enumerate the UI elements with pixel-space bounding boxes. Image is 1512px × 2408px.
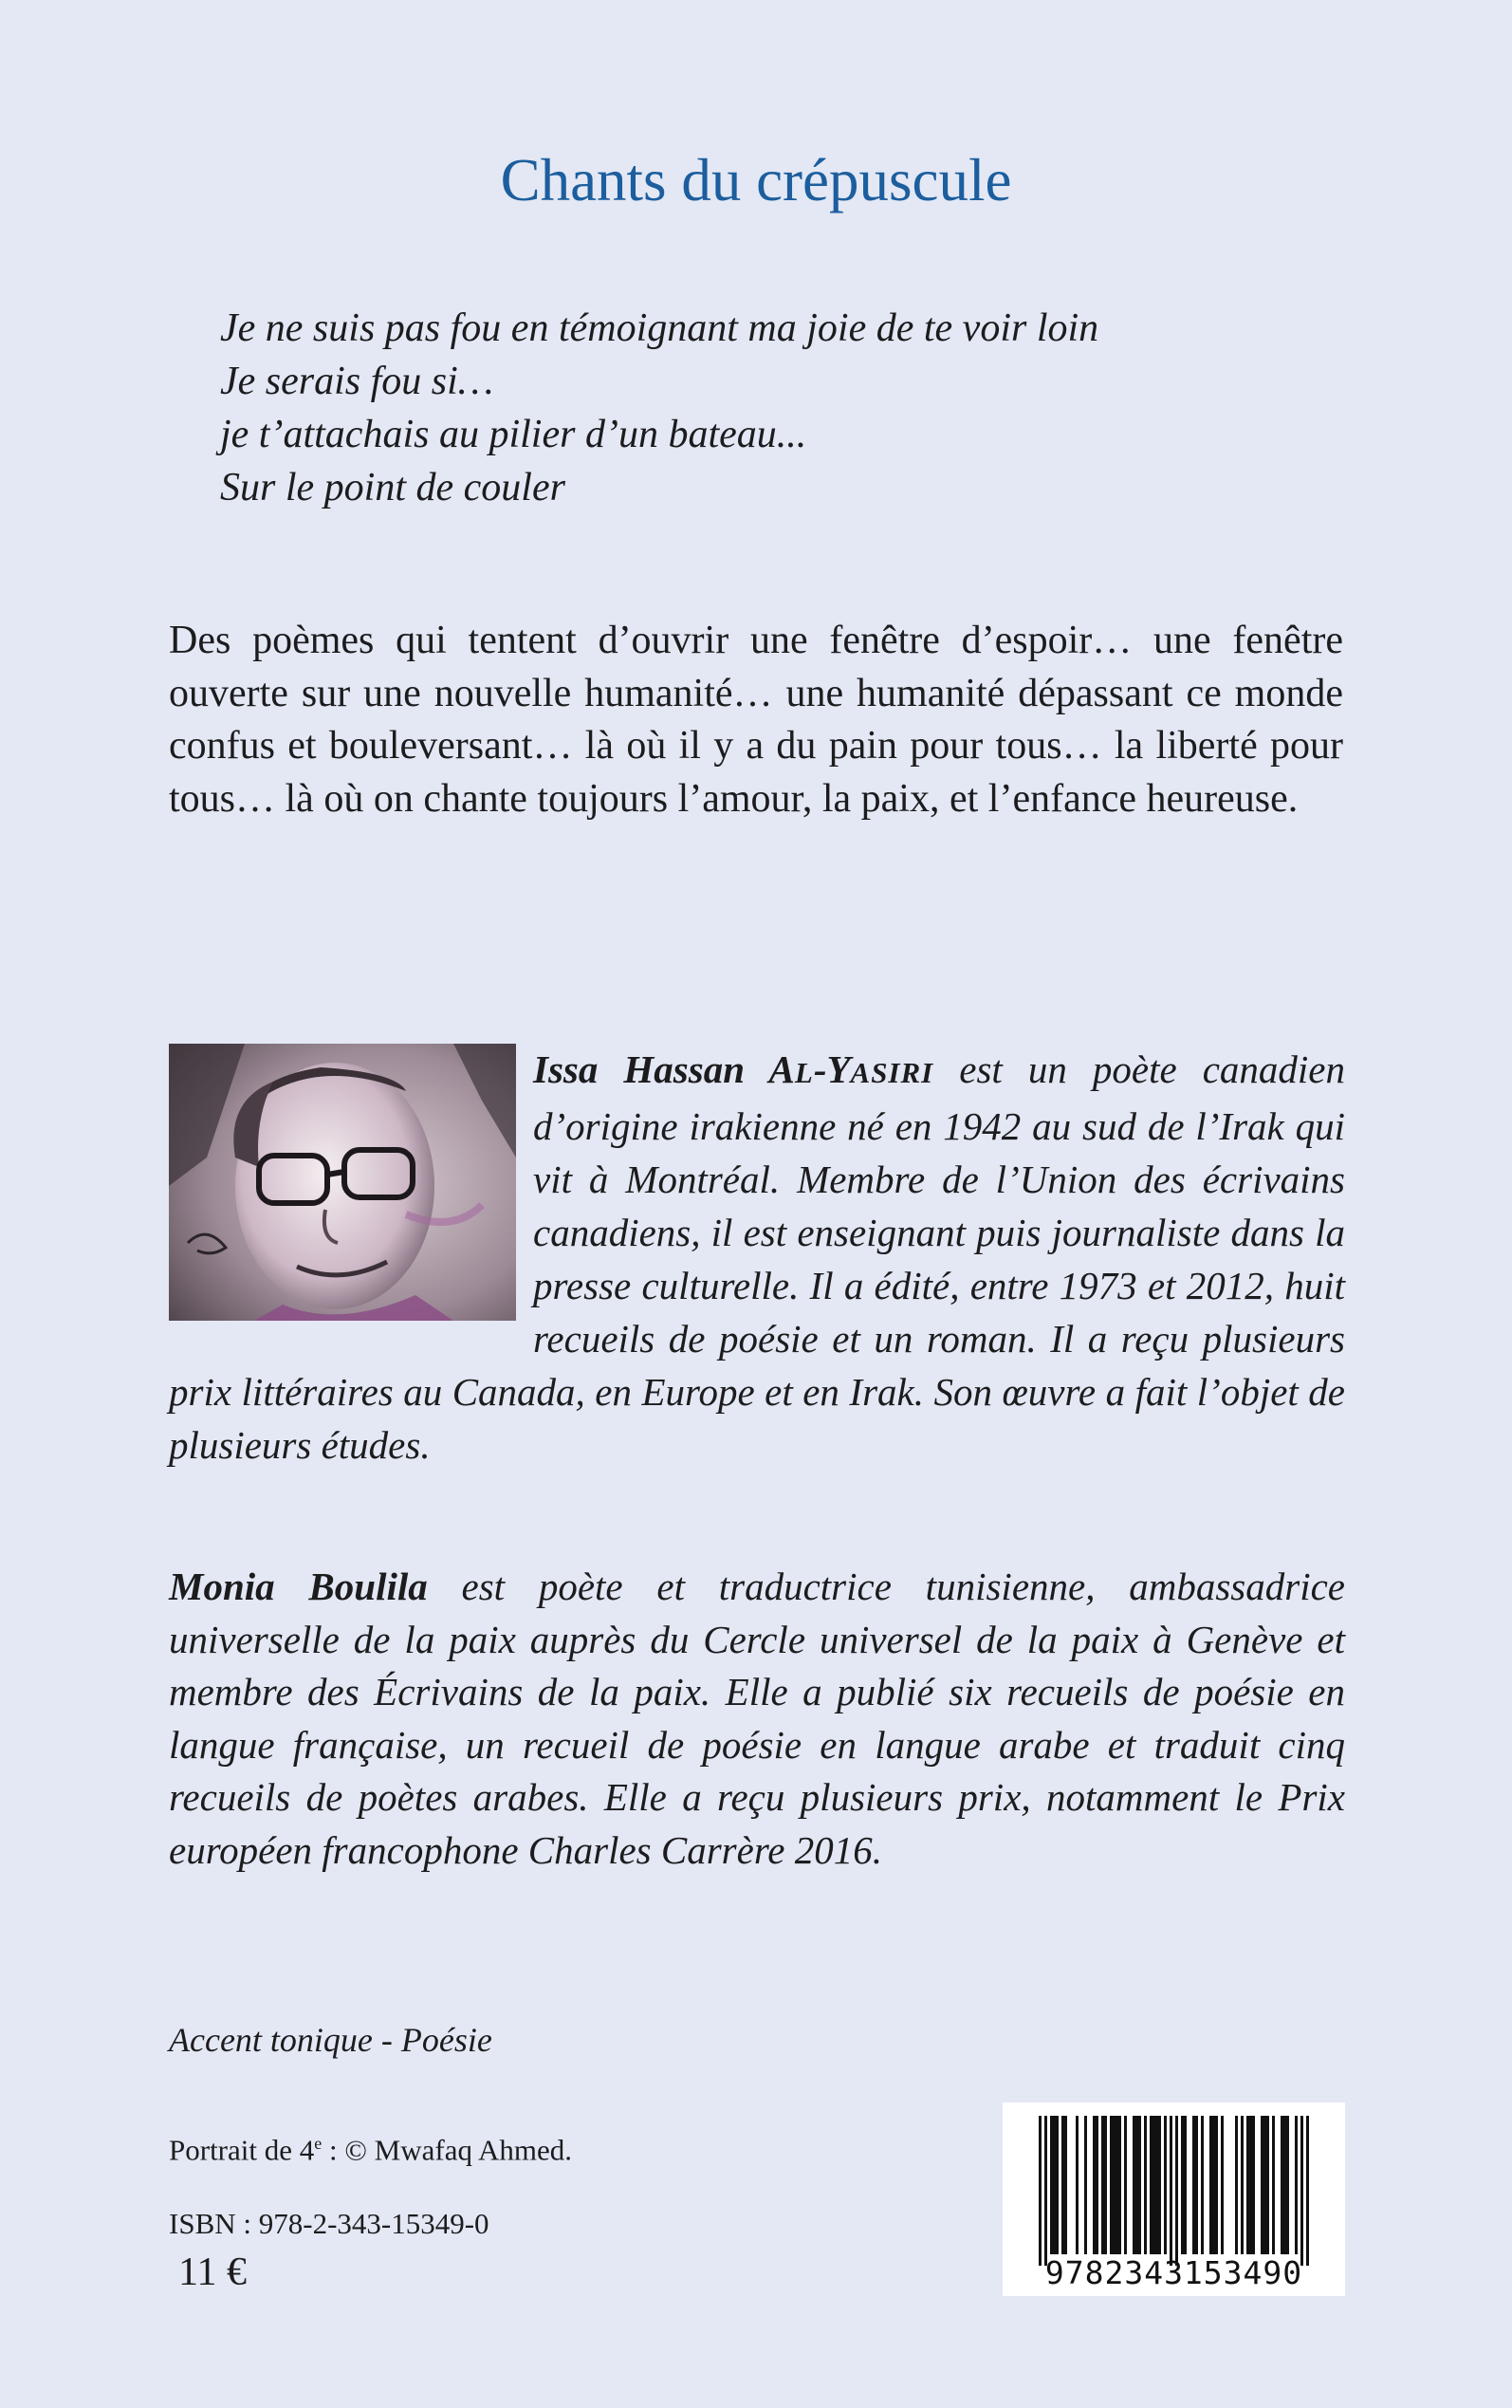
translator-bio — [169, 1561, 1345, 1877]
barcode-bar — [1056, 2116, 1059, 2254]
barcode-bar — [1118, 2116, 1121, 2254]
author-name-part: -Y — [813, 1047, 851, 1091]
barcode-bar — [1144, 2116, 1147, 2254]
barcode-bar — [1212, 2116, 1215, 2254]
barcode-bar — [1263, 2116, 1266, 2254]
barcode-bar — [1044, 2116, 1047, 2266]
barcode-bar — [1133, 2116, 1135, 2254]
credit-superscript: e — [314, 2134, 323, 2153]
barcode-bar — [1221, 2116, 1224, 2254]
author-name-part: Issa Hassan A — [533, 1047, 795, 1091]
epigraph-line: Je serais fou si… — [220, 360, 494, 403]
author-name-smallcaps: L — [794, 1056, 814, 1089]
barcode-bar — [1181, 2116, 1184, 2254]
barcode-bar — [1195, 2116, 1198, 2254]
barcode-bar — [1116, 2116, 1118, 2254]
barcode — [1003, 2102, 1345, 2296]
barcode-bar — [1201, 2116, 1204, 2254]
barcode-bar — [1138, 2116, 1141, 2254]
barcode-bar — [1252, 2116, 1255, 2254]
barcode-bar — [1104, 2116, 1107, 2254]
translator-bio-text: est poète et traductrice tunisienne, ambassadrice universelle de la paix auprès du Cercle universel de la paix à Genève et membre des Écrivains de la paix. Elle a publié six recueils de poésie en langue française, un recueil de poésie en langue arabe et traduit cinq recueils de poètes arabes. Elle a reçu plusieurs prix, notamment le Prix européen francophone Charles Carrère 2016. — [169, 1565, 1345, 1872]
credit-rest: : © Mwafaq Ahmed. — [322, 2133, 573, 2167]
barcode-bar — [1164, 2116, 1167, 2254]
translator-name: Monia Boulila — [169, 1565, 428, 1608]
barcode-bar — [1170, 2116, 1172, 2266]
barcode-bar — [1184, 2116, 1187, 2254]
barcode-bar — [1249, 2116, 1252, 2254]
barcode-bar — [1158, 2116, 1161, 2254]
portrait-credit — [169, 2124, 572, 2169]
author-bio-text: est un poète canadien d’origine irakienne né en 1942 au sud de l’Irak qui vit à Montréal. Membre de l’Union des écrivains canadiens, il est enseignant puis journaliste dans la presse culturelle. Il a édité, entre 1973 et 2012, huit recueils de poésie et un roman. Il a reçu plusieurs prix littéraires au Canada, en Europe et en Irak. Son œuvre a fait l’objet de plusieurs études. — [169, 1047, 1346, 1467]
barcode-bar — [1050, 2116, 1053, 2254]
barcode-bar — [1039, 2116, 1042, 2266]
epigraph-line: Sur le point de couler — [220, 466, 565, 509]
barcode-bar — [1215, 2116, 1218, 2254]
price: 11 € — [178, 2251, 247, 2294]
author-bio — [169, 1043, 1345, 1472]
isbn: ISBN : 978-2-343-15349-0 — [169, 2207, 489, 2240]
barcode-bar — [1306, 2116, 1309, 2266]
barcode-bar — [1124, 2116, 1127, 2254]
barcode-bar — [1155, 2116, 1158, 2254]
barcode-bar — [1209, 2116, 1212, 2254]
barcode-bar — [1076, 2116, 1079, 2254]
book-blurb: Des poèmes qui tentent d’ouvrir une fenêtre d’espoir… une fenêtre ouverte sur une nouvelle humanité… une humanité dépassant ce monde confus et bouleversant… là où il y a du pain pour tous… la liberté pour tous… là où on chante toujours l’amour, la paix, et l’enfance heureuse. — [169, 619, 1343, 821]
barcode-bar — [1150, 2116, 1152, 2254]
author-name — [533, 1047, 933, 1091]
portrait-spacer — [169, 1043, 533, 1323]
collection-label: Accent tonique - Poésie — [169, 2021, 492, 2059]
barcode-bar — [1295, 2116, 1298, 2254]
barcode-bar — [1283, 2116, 1286, 2254]
barcode-bar — [1241, 2116, 1244, 2254]
barcode-bar — [1235, 2116, 1238, 2254]
barcode-bar — [1064, 2116, 1067, 2254]
barcode-bar — [1135, 2116, 1138, 2254]
barcode-bar — [1084, 2116, 1087, 2254]
barcode-bar — [1300, 2116, 1303, 2266]
barcode-digits: 9782343153490 — [1044, 2254, 1303, 2291]
barcode-bar — [1175, 2116, 1178, 2266]
barcode-bar — [1113, 2116, 1116, 2254]
barcode-bar — [1096, 2116, 1098, 2254]
barcode-bar — [1101, 2116, 1104, 2254]
epigraph-line: Je ne suis pas fou en témoignant ma joie de te voir loin — [220, 306, 1099, 350]
author-name-smallcaps: ASIRI — [850, 1056, 934, 1089]
barcode-bar — [1061, 2116, 1064, 2254]
barcode-bar — [1266, 2116, 1269, 2254]
back-cover-title: Chants du crépuscule — [500, 147, 1012, 213]
barcode-bar — [1192, 2116, 1195, 2254]
barcode-bar — [1286, 2116, 1289, 2254]
barcode-bar — [1246, 2116, 1249, 2254]
barcode-bar — [1272, 2116, 1275, 2254]
barcode-bar — [1152, 2116, 1155, 2254]
barcode-bar — [1281, 2116, 1283, 2254]
epigraph — [220, 302, 1358, 514]
barcode-bar — [1110, 2116, 1113, 2254]
barcode-bar — [1261, 2116, 1263, 2254]
credit-prefix: Portrait de 4 — [169, 2133, 315, 2167]
epigraph-line: je t’attachais au pilier d’un bateau... — [220, 413, 807, 456]
barcode-bar — [1093, 2116, 1096, 2254]
barcode-bar — [1053, 2116, 1056, 2254]
